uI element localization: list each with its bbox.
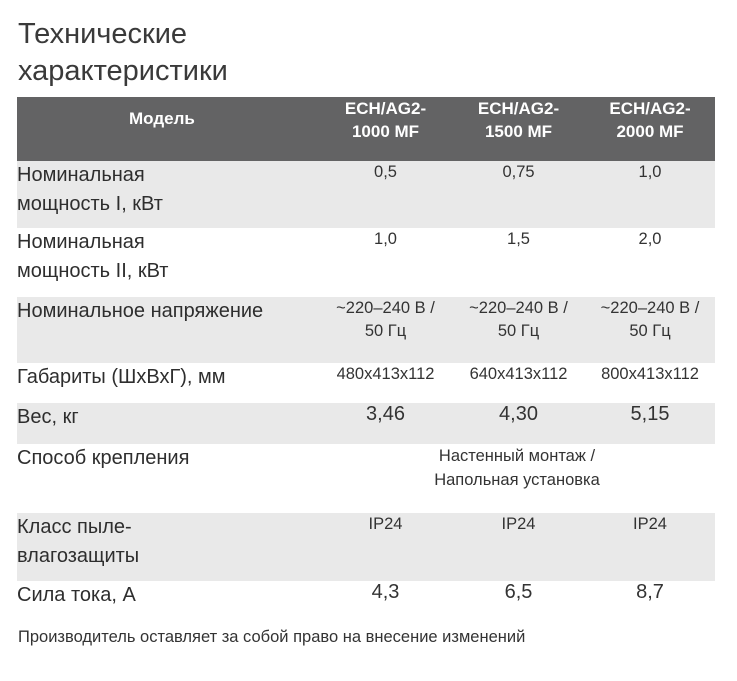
cell-line2: 50 Гц (497, 322, 540, 340)
cell-2000: 2,0 (638, 230, 662, 248)
header-model-1500-line1: ECH/AG2- (477, 99, 560, 118)
cell-line1: ~220–240 В / (600, 299, 700, 317)
row-label: Сила тока, А (17, 584, 136, 606)
header-model-1500 (452, 97, 585, 161)
cell-line2: 50 Гц (364, 322, 407, 340)
cell-2000: IP24 (633, 515, 667, 533)
header-model-1000-line1: ECH/AG2- (344, 99, 427, 118)
row-label (17, 161, 319, 228)
cell-2000: 8,7 (636, 581, 664, 603)
table-row-power-1 (17, 161, 715, 228)
header-model-2000 (585, 97, 715, 161)
row-label: Способ крепления (17, 447, 190, 469)
specs-table (17, 97, 715, 625)
cell-line1: ~220–240 В / (336, 299, 435, 317)
cell-2000: 1,0 (638, 163, 662, 181)
table-row-current (17, 581, 715, 625)
table-row-weight (17, 403, 715, 444)
cell-1000: IP24 (368, 515, 403, 533)
cell-1000: 4,3 (371, 581, 400, 603)
cell-1500: 4,30 (499, 403, 538, 425)
header-model-1000 (319, 97, 452, 161)
table-row-mounting (17, 444, 715, 513)
cell-1500: IP24 (501, 515, 536, 533)
row-label-line1: Класс пыле- (17, 516, 132, 538)
row-label-line2: мощность I, кВт (17, 193, 163, 215)
cell-line2: 50 Гц (629, 322, 671, 340)
cell-line2: Напольная установка (434, 471, 600, 489)
row-label-line1: Номинальная (17, 231, 145, 253)
header-model-2000-line1: ECH/AG2- (609, 99, 691, 118)
cell-mounting (319, 444, 715, 513)
header-model-2000-line2: 2000 MF (616, 122, 684, 141)
table-row-voltage (17, 297, 715, 363)
cell-1500: 0,75 (502, 163, 535, 181)
row-label: Вес, кг (17, 406, 79, 428)
cell-1000: 480x413x112 (336, 365, 435, 383)
row-label (17, 228, 319, 297)
cell-1500: 1,5 (507, 230, 530, 248)
header-model-1000-line2: 1000 MF (351, 122, 420, 141)
cell-1000: 3,46 (366, 403, 405, 425)
cell-1000: 0,5 (374, 163, 397, 181)
row-label: Габариты (ШхВхГ), мм (17, 366, 226, 388)
table-header-row (17, 97, 715, 161)
row-label-line2: мощность II, кВт (17, 260, 169, 282)
page-title (18, 16, 228, 90)
table-row-protection (17, 513, 715, 581)
header-model: Модель (129, 109, 195, 128)
row-label-line2: влагозащиты (17, 545, 140, 567)
cell-2000 (585, 297, 715, 363)
cell-line1: Настенный монтаж / (438, 447, 596, 465)
footer-note: Производитель оставляет за собой право на внесение изменений (18, 628, 526, 646)
cell-1500 (452, 297, 585, 363)
row-label: Номинальное напряжение (17, 300, 264, 322)
cell-1000 (319, 297, 452, 363)
table-row-power-2 (17, 228, 715, 297)
cell-2000: 800x413x112 (601, 365, 699, 383)
cell-1500: 640x413x112 (469, 365, 568, 383)
title-line-2: характеристики (18, 55, 228, 87)
cell-1000: 1,0 (374, 230, 397, 248)
row-label-line1: Номинальная (17, 164, 145, 186)
cell-2000: 5,15 (630, 403, 670, 425)
title-line-1: Технические (18, 18, 188, 50)
header-model-1500-line2: 1500 MF (484, 122, 553, 141)
cell-line1: ~220–240 В / (469, 299, 568, 317)
cell-1500: 6,5 (504, 581, 533, 603)
table-row-dimensions (17, 363, 715, 403)
row-label (17, 513, 319, 581)
